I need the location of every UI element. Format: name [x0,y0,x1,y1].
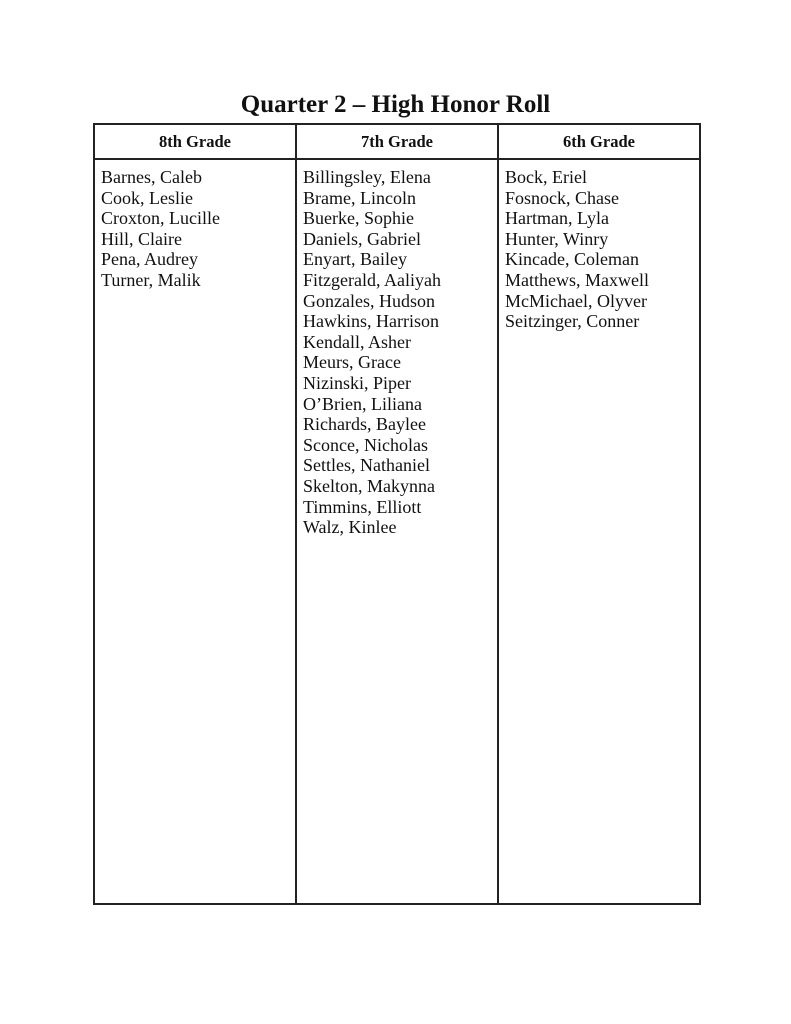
student-name: Richards, Baylee [303,414,426,435]
student-name: Buerke, Sophie [303,208,414,229]
student-name: Skelton, Makynna [303,475,435,496]
student-name: Meurs, Grace [303,352,401,373]
name-list [95,160,295,291]
student-name: Hill, Claire [101,228,182,249]
student-name: Gonzales, Hudson [303,290,435,311]
page-title: Quarter 2 – High Honor Roll [240,91,551,118]
student-name: Sconce, Nicholas [303,434,428,455]
column-header: 7th Grade [297,125,497,160]
name-list [499,160,699,332]
student-name: Pena, Audrey [101,249,198,270]
student-name: Fosnock, Chase [505,187,619,208]
student-name: Settles, Nathaniel [303,455,430,476]
student-name: Croxton, Lucille [101,208,220,229]
column-header: 8th Grade [95,125,295,160]
student-name: Kincade, Coleman [505,249,639,270]
honor-roll-table [93,123,701,905]
student-name: Brame, Lincoln [303,187,416,208]
student-name: Barnes, Caleb [101,167,202,187]
column-6th-grade [499,125,699,903]
column-8th-grade [95,125,297,903]
student-name: Timmins, Elliott [303,496,422,517]
student-name: Turner, Malik [101,269,201,290]
student-name: Kendall, Asher [303,331,411,352]
student-name: Daniels, Gabriel [303,228,421,249]
student-name: Hunter, Winry [505,228,609,249]
name-list [297,160,497,538]
student-name: O’Brien, Liliana [303,393,422,414]
column-header: 6th Grade [499,125,699,160]
student-name: Fitzgerald, Aaliyah [303,269,441,290]
student-name: Bock, Eriel [505,167,587,187]
student-name: Nizinski, Piper [303,372,411,393]
student-name: Cook, Leslie [101,187,193,208]
student-name: Billingsley, Elena [303,167,431,187]
column-7th-grade [297,125,499,903]
student-name: Seitzinger, Conner [505,311,640,332]
student-name: Hawkins, Harrison [303,311,439,332]
student-name: Hartman, Lyla [505,208,609,229]
student-name: Enyart, Bailey [303,249,407,270]
student-name: McMichael, Olyver [505,290,647,311]
student-name: Matthews, Maxwell [505,269,649,290]
student-name: Walz, Kinlee [303,517,397,538]
